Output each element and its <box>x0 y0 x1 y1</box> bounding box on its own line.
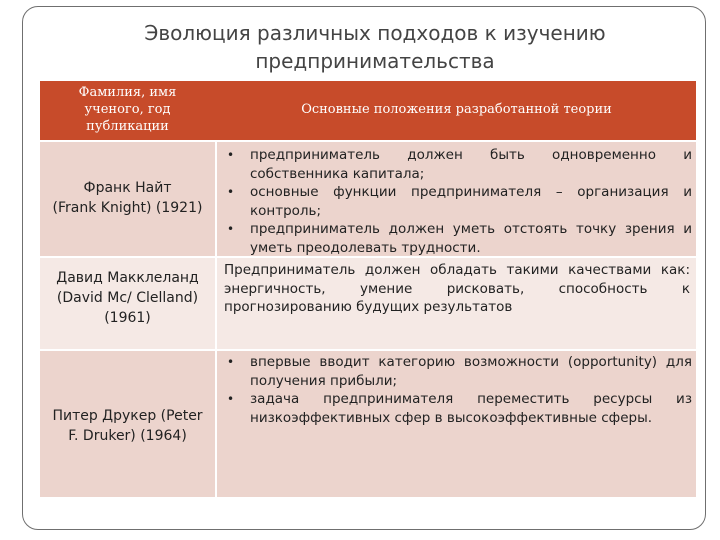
list-item <box>217 353 692 390</box>
header-cell-scientist <box>40 81 215 140</box>
theory-cell <box>217 258 696 349</box>
scientist-publication: (David Mc/ Clelland) <box>56 290 199 306</box>
bullet-icon: • <box>227 392 235 406</box>
header-scientist-line-3: публикации <box>86 119 169 134</box>
theory-cell <box>217 351 696 497</box>
theory-bullet-list <box>217 353 692 427</box>
scientist-cell <box>40 351 215 497</box>
theories-table <box>40 81 696 497</box>
scientist-name: Давид Макклеланд <box>56 270 199 286</box>
scientist-name: Франк Найт <box>83 180 172 196</box>
header-scientist-line-2: ученого, год <box>84 102 171 117</box>
table-row <box>40 258 696 349</box>
theory-paragraph: Предприниматель должен обладать такими качествами как: энергичность, умение рисковать, способность к прогнозированию будущих результатов <box>224 262 690 315</box>
header-cell-theory <box>217 81 696 140</box>
table-row <box>40 142 696 256</box>
theory-point: основные функции предпринимателя – организация и контроль; <box>250 184 692 219</box>
table-header-row <box>40 81 696 140</box>
bullet-icon: • <box>227 148 235 162</box>
bullet-icon: • <box>227 355 235 369</box>
theory-point: впервые вводит категорию возможности (opportunity) для получения прибыли; <box>250 354 692 389</box>
scientist-cell <box>40 142 215 256</box>
theory-point: предприниматель должен уметь отстоять точку зрения и уметь преодолевать трудности. <box>250 221 692 256</box>
bullet-icon: • <box>227 222 235 236</box>
theory-bullet-list <box>217 146 692 257</box>
theory-point: предприниматель должен быть одновременно и собственника капитала; <box>250 147 692 182</box>
list-item <box>217 390 692 427</box>
list-item <box>217 146 692 183</box>
scientist-publication: (Frank Knight) (1921) <box>52 200 203 216</box>
table-row <box>40 351 696 497</box>
scientist-name: Питер Друкер (Peter <box>52 408 203 424</box>
scientist-year: (1961) <box>104 310 151 326</box>
theory-cell <box>217 142 696 256</box>
slide-title-line-2: предпринимательства <box>255 49 495 73</box>
header-scientist-line-1: Фамилия, имя <box>78 85 177 100</box>
bullet-icon: • <box>227 185 235 199</box>
slide-title <box>60 19 690 75</box>
list-item <box>217 183 692 220</box>
list-item <box>217 220 692 257</box>
slide-title-line-1: Эволюция различных подходов к изучению <box>144 21 606 45</box>
scientist-publication: F. Druker) (1964) <box>68 428 187 444</box>
header-theory-label: Основные положения разработанной теории <box>301 102 612 117</box>
scientist-cell <box>40 258 215 349</box>
theory-point: задача предпринимателя переместить ресурсы из низкоэффективных сфер в высокоэффективные сферы. <box>250 391 692 426</box>
